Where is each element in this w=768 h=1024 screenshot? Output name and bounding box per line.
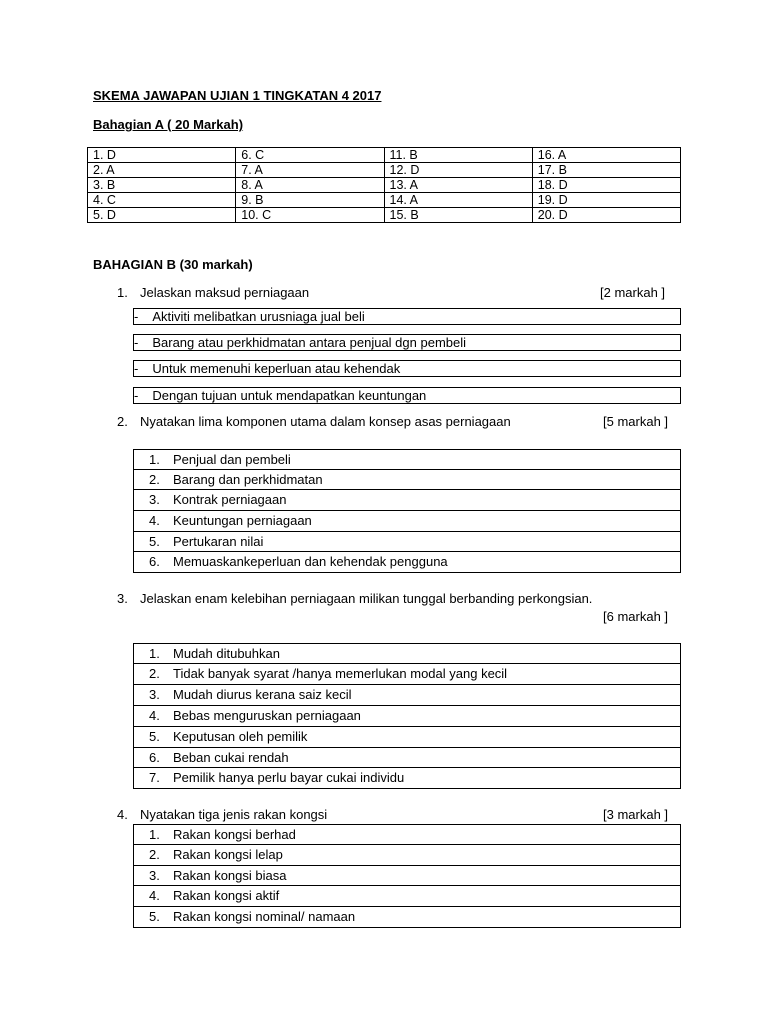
item-text: Beban cukai rendah (173, 749, 289, 765)
list-item (133, 845, 681, 866)
item-text: Kontrak perniagaan (173, 492, 287, 507)
table-row (88, 178, 681, 193)
question-2-marks: [5 markah ] (603, 414, 669, 429)
section-a-answer-table (87, 147, 681, 223)
bullet-dash: - (134, 361, 139, 376)
question-4 (117, 807, 327, 822)
item-text: Keuntungan perniagaan (173, 513, 312, 528)
answer-text: Barang atau perkhidmatan antara penjual dgn pembeli (152, 335, 467, 350)
question-number: 4. (117, 807, 128, 822)
list-item (133, 511, 681, 532)
table-row (88, 193, 681, 208)
question-4-marks: [3 markah ] (603, 807, 669, 822)
question-1 (117, 285, 309, 300)
answer-cell: 17. B (532, 163, 680, 178)
question-2 (117, 414, 511, 429)
answer-cell: 2. A (88, 163, 236, 178)
question-3 (117, 591, 592, 606)
item-text: Bebas menguruskan perniagaan (173, 708, 361, 723)
list-item (133, 907, 681, 928)
item-text: Rakan kongsi aktif (173, 888, 280, 903)
list-item (133, 490, 681, 511)
list-item (133, 449, 681, 470)
answer-cell: 3. B (88, 178, 236, 193)
question-text: Jelaskan enam kelebihan perniagaan milikan tunggal berbanding perkongsian. (140, 591, 593, 606)
list-item (133, 552, 681, 573)
list-item (133, 470, 681, 490)
answer-list (133, 449, 681, 573)
answer-list (133, 643, 681, 789)
question-number: 1. (117, 285, 128, 300)
question-text: Nyatakan tiga jenis rakan kongsi (140, 807, 328, 822)
answer-box (133, 387, 681, 404)
item-text: Rakan kongsi lelap (173, 847, 283, 862)
item-number: 3. (149, 867, 160, 883)
answer-list (133, 824, 681, 928)
item-text: Mudah diurus kerana saiz kecil (173, 687, 352, 702)
answer-text: Dengan tujuan untuk mendapatkan keuntungan (152, 388, 427, 403)
answer-cell: 20. D (532, 208, 680, 223)
bullet-dash: - (134, 335, 139, 350)
question-3-marks: [6 markah ] (603, 609, 669, 624)
item-number: 1. (149, 826, 160, 842)
answer-cell: 9. B (236, 193, 384, 208)
list-item (133, 685, 681, 706)
table-row (88, 208, 681, 223)
question-text: Nyatakan lima komponen utama dalam konsep asas perniagaan (140, 414, 511, 429)
list-item (133, 664, 681, 685)
item-text: Rakan kongsi nominal/ namaan (173, 909, 356, 924)
answer-cell: 6. C (236, 148, 384, 163)
list-item (133, 748, 681, 768)
list-item (133, 768, 681, 789)
item-text: Rakan kongsi biasa (173, 867, 287, 883)
list-item (133, 727, 681, 748)
item-number: 5. (149, 533, 160, 549)
answer-box (133, 308, 681, 325)
item-number: 2. (149, 847, 160, 862)
answer-cell: 13. A (384, 178, 532, 193)
answer-cell: 14. A (384, 193, 532, 208)
table-row (88, 163, 681, 178)
bullet-dash: - (134, 388, 139, 403)
answer-cell: 11. B (384, 148, 532, 163)
answer-text: Aktiviti melibatkan urusniaga jual beli (152, 309, 365, 324)
item-number: 4. (149, 888, 160, 903)
answer-box (133, 360, 681, 377)
answer-box (133, 334, 681, 351)
list-item (133, 706, 681, 727)
item-text: Tidak banyak syarat /hanya memerlukan modal yang kecil (173, 666, 508, 681)
item-number: 4. (149, 513, 160, 528)
answer-cell: 12. D (384, 163, 532, 178)
item-number: 2. (149, 471, 160, 487)
section-a-heading: Bahagian A ( 20 Markah) (93, 117, 244, 132)
answer-cell: 15. B (384, 208, 532, 223)
item-number: 1. (149, 645, 160, 661)
list-item (133, 643, 681, 664)
table-row (88, 148, 681, 163)
answer-cell: 18. D (532, 178, 680, 193)
item-number: 4. (149, 708, 160, 723)
item-text: Pertukaran nilai (173, 533, 264, 549)
list-item (133, 866, 681, 886)
question-1-marks: [2 markah ] (600, 285, 666, 300)
item-text: Memuaskankeperluan dan kehendak pengguna (173, 554, 448, 569)
section-b-heading: BAHAGIAN B (30 markah) (93, 257, 253, 272)
answer-cell: 19. D (532, 193, 680, 208)
list-item (133, 532, 681, 552)
bullet-dash: - (134, 309, 139, 324)
item-text: Penjual dan pembeli (173, 451, 291, 467)
answer-cell: 16. A (532, 148, 680, 163)
question-number: 3. (117, 591, 128, 606)
item-number: 7. (149, 770, 160, 785)
item-number: 3. (149, 492, 160, 507)
item-text: Rakan kongsi berhad (173, 826, 296, 842)
answer-cell: 1. D (88, 148, 236, 163)
list-item (133, 824, 681, 845)
question-number: 2. (117, 414, 128, 429)
question-text: Jelaskan maksud perniagaan (140, 285, 310, 300)
item-number: 6. (149, 554, 160, 569)
answer-cell: 7. A (236, 163, 384, 178)
item-text: Barang dan perkhidmatan (173, 471, 323, 487)
item-number: 3. (149, 687, 160, 702)
item-text: Mudah ditubuhkan (173, 645, 280, 661)
answer-cell: 10. C (236, 208, 384, 223)
item-number: 2. (149, 666, 160, 681)
item-text: Pemilik hanya perlu bayar cukai individu (173, 770, 405, 785)
item-text: Keputusan oleh pemilik (173, 729, 308, 744)
answer-cell: 4. C (88, 193, 236, 208)
list-item (133, 886, 681, 907)
document-title: SKEMA JAWAPAN UJIAN 1 TINGKATAN 4 2017 (93, 88, 382, 103)
item-number: 5. (149, 729, 160, 744)
item-number: 1. (149, 451, 160, 467)
answer-cell: 5. D (88, 208, 236, 223)
answer-text: Untuk memenuhi keperluan atau kehendak (152, 361, 401, 376)
item-number: 6. (149, 749, 160, 765)
item-number: 5. (149, 909, 160, 924)
answer-cell: 8. A (236, 178, 384, 193)
